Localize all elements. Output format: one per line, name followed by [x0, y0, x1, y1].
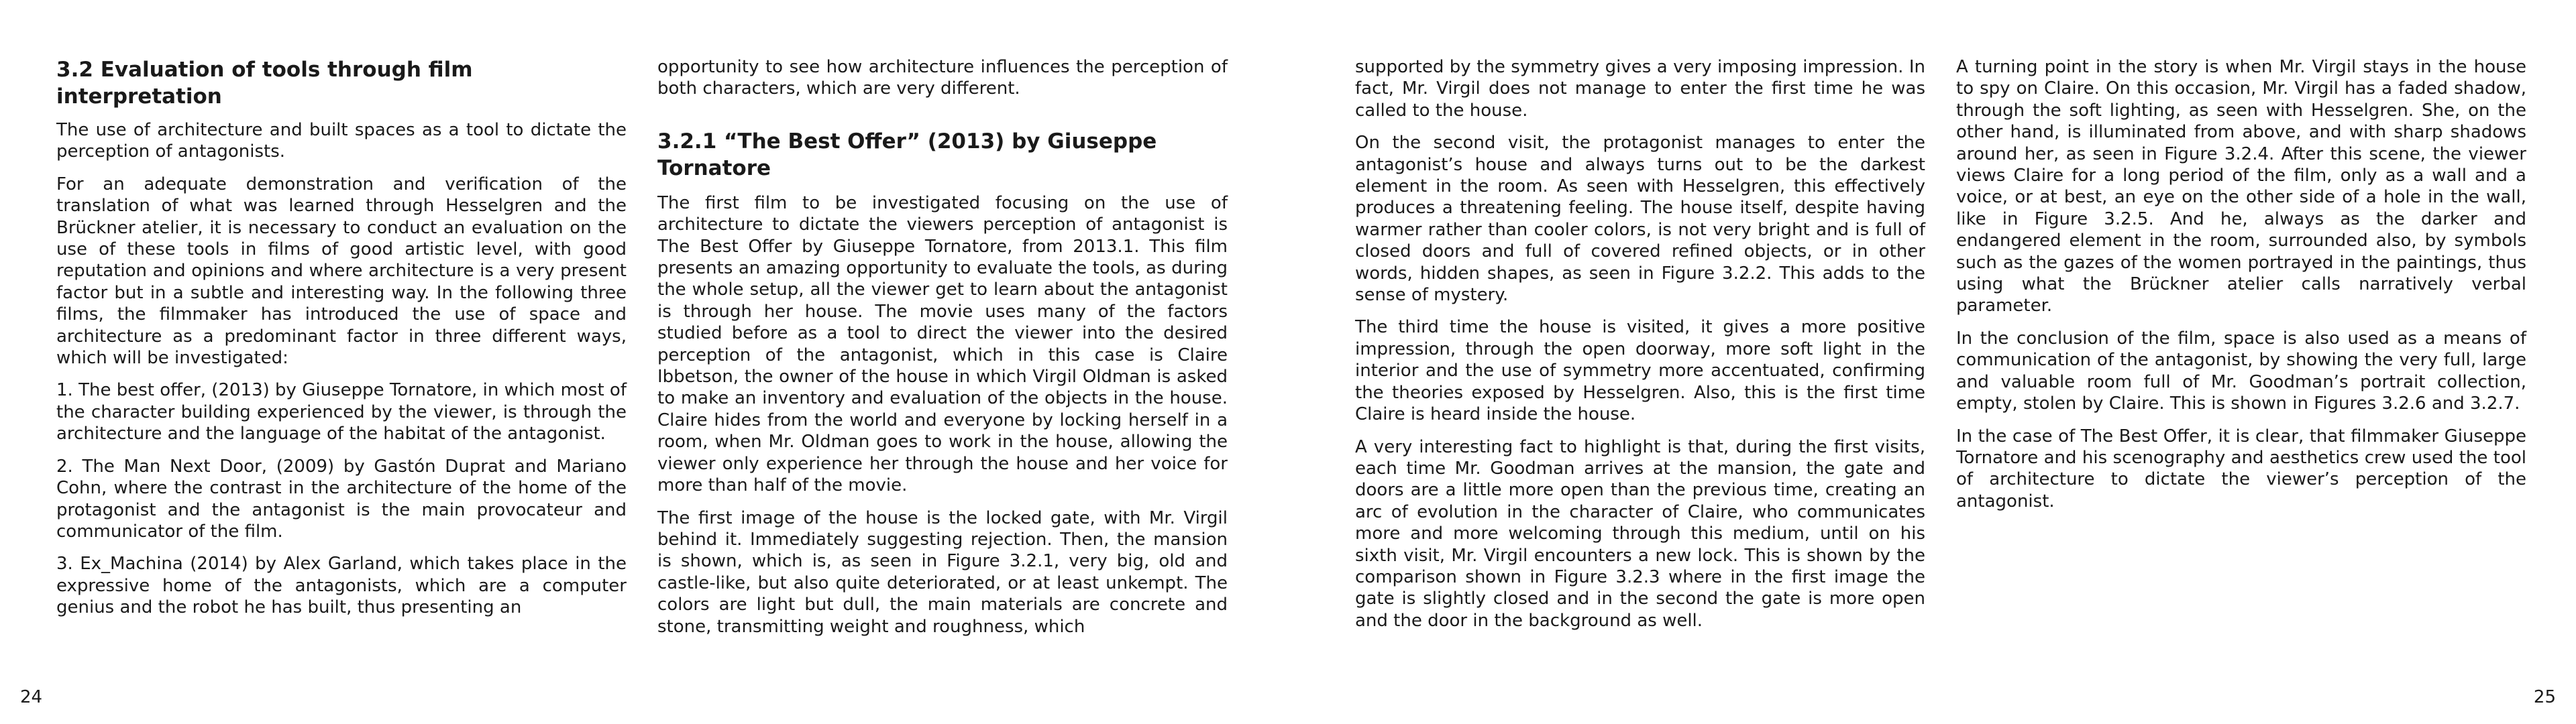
subsection-heading: 3.2.1 “The Best Offer” (2013) by Giuseppe Tornatore	[657, 129, 1157, 180]
paragraph: For an adequate demonstration and verification of the translation of what was learned through Hesselgren and the Brückner atelier, it is necessary to conduct an evaluation on the use of these tools in films of good artistic level, with good reputation and opinions and where architecture is a very present factor but in a subtle and interesting way. In the following three films, the filmmaker has introduced the use of space and architecture as a predominant factor in three different ways, which will be investigated:	[56, 174, 627, 369]
section-heading: 3.2 Evaluation of tools through film interpretation	[56, 58, 473, 109]
paragraph: On the second visit, the protagonist manages to enter the antagonist’s house and always turns out to be the darkest element in the room. As seen with Hesselgren, this effectively produces a threatening feeling. The house itself, despite having warmer rather than cooler colors, is not very bright and is full of closed doors and full of covered refined objects, or in other words, hidden shapes, as seen in Figure 3.2.2. This adds to the sense of mystery.	[1355, 133, 1925, 306]
left-page-column-1	[56, 56, 627, 629]
paragraph: The third time the house is visited, it gives a more positive impression, through the open doorway, more soft light in the interior and the use of symmetry more accentuated, confirming the theories exposed by Hesselgren. Also, this is the first time Claire is heard inside the house.	[1355, 317, 1925, 425]
list-item: 2. The Man Next Door, (2009) by Gastón Duprat and Mariano Cohn, where the contrast in the architecture of the home of the protagonist and the antagonist is the main provocateur and communicator of the film.	[56, 456, 627, 542]
right-page-column-2	[1956, 56, 2526, 523]
left-page-column-2	[657, 56, 1228, 648]
list-item: 1. The best offer, (2013) by Giuseppe Tornatore, in which most of the character building experienced by the viewer, is through the architecture and the language of the habitat of the antagonist.	[56, 380, 627, 444]
paragraph: In the conclusion of the film, space is also used as a means of communication of the antagonist, by showing the very full, large and valuable room full of Mr. Goodman’s portrait collection, empty, stolen by Claire. This is shown in Figures 3.2.6 and 3.2.7.	[1956, 328, 2526, 414]
paragraph: A very interesting fact to highlight is that, during the first visits, each time Mr. Goodman arrives at the mansion, the gate and doors are a little more open than the previous time, creating an arc of evolution in the character of Claire, who communicates more and more welcoming through this medium, until on his sixth visit, Mr. Virgil encounters a new lock. This is shown by the comparison shown in Figure 3.2.3 where in the first image the gate is slightly closed and in the second the gate is more open and the door in the background as well.	[1355, 436, 1925, 631]
paragraph: The first image of the house is the locked gate, with Mr. Virgil behind it. Immediately suggesting rejection. Then, the mansion is shown, which is, as seen in Figure 3.2.1, very big, old and castle-like, but also quite deteriorated, or at least unkempt. The colors are light but dull, the main materials are concrete and stone, transmitting weight and roughness, which	[657, 507, 1228, 637]
list-item: 3. Ex_Machina (2014) by Alex Garland, which takes place in the expressive home of the antagonists, which are a computer genius and the robot he has built, thus presenting an	[56, 554, 627, 618]
page-number: 25	[2533, 687, 2556, 707]
right-page	[1288, 0, 2576, 724]
page-number: 24	[20, 687, 43, 707]
paragraph: In the case of The Best Offer, it is clear, that filmmaker Giuseppe Tornatore and his scenography and aesthetics crew used the tool of architecture to dictate the viewer’s perception of the antagonist.	[1956, 426, 2526, 511]
right-page-column-1	[1355, 56, 1925, 642]
paragraph: A turning point in the story is when Mr. Virgil stays in the house to spy on Claire. On this occasion, Mr. Virgil has a faded shadow, through the soft lighting, as seen with Hesselgren. She, on the other hand, is illuminated from above, and with sharp shadows around her, as seen in Figure 3.2.4. After this scene, the viewer views Claire for a long period of the film, only as a wall and a voice, or at best, an eye on the other side of a hole in the wall, like in Figure 3.2.5. And he, always as the darker and endangered element in the room, surrounded also, by symbols such as the gazes of the women portrayed in the paintings, thus using what the Brückner atelier calls narratively verbal parameter.	[1956, 57, 2526, 316]
paragraph-continuation: opportunity to see how architecture influences the perception of both characters, which are very different.	[657, 57, 1228, 99]
paragraph: The use of architecture and built spaces as a tool to dictate the perception of antagonists.	[56, 120, 627, 162]
paragraph: The first film to be investigated focusing on the use of architecture to dictate the viewers perception of antagonist is The Best Offer by Giuseppe Tornatore, from 2013.1. This film presents an amazing opportunity to evaluate the tools, as during the whole setup, all the viewer get to learn about the antagonist is through her house. The movie uses many of the factors studied before as a tool to direct the viewer into the desired perception of the antagonist, which in this case is Claire Ibbetson, the owner of the house in which Virgil Oldman is asked to make an inventory and evaluation of the objects in the house. Claire hides from the world and everyone by locking herself in a room, when Mr. Oldman goes to work in the house, allowing the viewer only experience her through the house and her voice for more than half of the movie.	[657, 192, 1228, 496]
paragraph: supported by the symmetry gives a very imposing impression. In fact, Mr. Virgil does not manage to enter the first time he was called to the house.	[1355, 57, 1925, 121]
